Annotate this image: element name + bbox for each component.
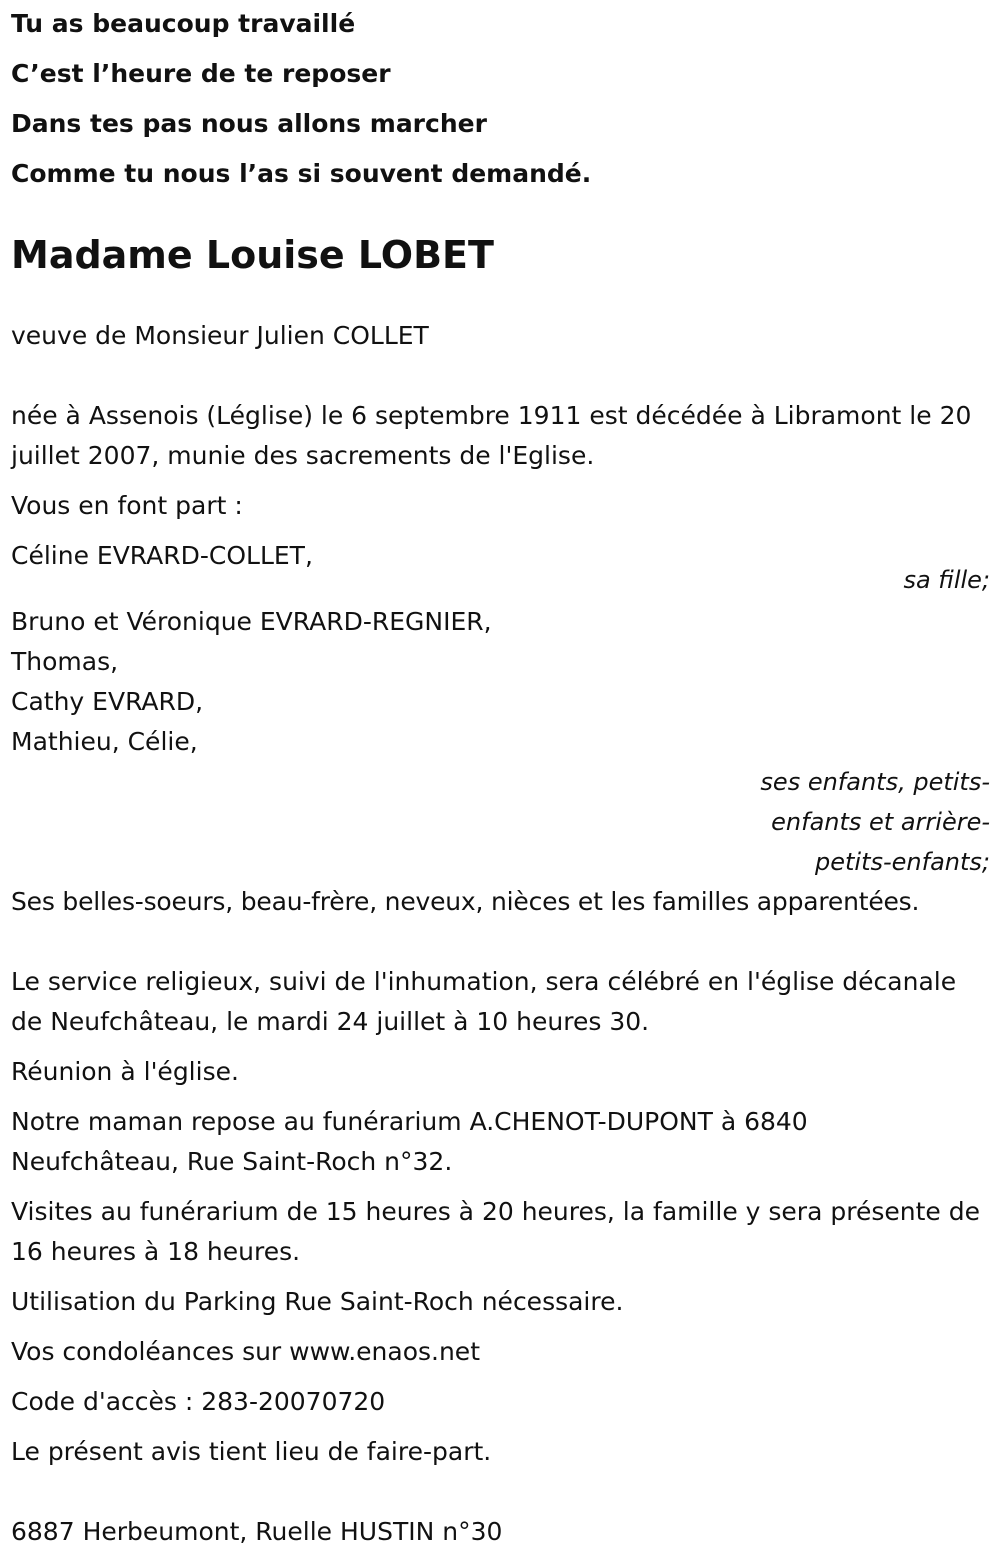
notice-text: Le présent avis tient lieu de faire-part.: [11, 1437, 492, 1466]
birth-death-text: née à Assenois (Léglise) le 6 septembre 1911 est décédée à Libramont le 20 juillet 2007, munie des sacrements de l'Eglise.: [11, 401, 972, 470]
address-text: 6887 Herbeumont, Ruelle HUSTIN n°30: [11, 1517, 503, 1546]
service-text: Le service religieux, suivi de l'inhumation, sera célébré en l'église décanale de Neufchâteau, le mardi 24 juillet à 10 heures 30.: [11, 967, 957, 1036]
descendant-line: Cathy EVRARD,: [11, 687, 204, 716]
poem-line: Dans tes pas nous allons marcher: [11, 109, 487, 138]
daughter-relation: sa fille;: [903, 566, 990, 594]
deceased-name: Madame Louise LOBET: [11, 233, 494, 277]
funeral-home-text: Notre maman repose au funérarium A.CHENOT-DUPONT à 6840 Neufchâteau, Rue Saint-Roch n°32.: [11, 1107, 808, 1176]
widow-of: veuve de Monsieur Julien COLLET: [11, 321, 429, 350]
access-code: Code d'accès : 283-20070720: [11, 1387, 386, 1416]
poem: [11, 0, 990, 199]
other-relatives: Ses belles-soeurs, beau-frère, neveux, nièces et les familles apparentées.: [11, 887, 920, 916]
parking-text: Utilisation du Parking Rue Saint-Roch nécessaire.: [11, 1287, 624, 1316]
daughter-names: Céline EVRARD-COLLET,: [11, 541, 313, 570]
descendant-line: Thomas,: [11, 647, 119, 676]
descendant-line: Mathieu, Célie,: [11, 727, 198, 756]
meeting-text: Réunion à l'église.: [11, 1057, 239, 1086]
poem-line: C’est l’heure de te reposer: [11, 59, 391, 88]
descendants-list: [11, 602, 990, 762]
poem-line: Comme tu nous l’as si souvent demandé.: [11, 159, 592, 188]
poem-line: Tu as beaucoup travaillé: [11, 9, 356, 38]
condolences-text: Vos condoléances sur www.enaos.net: [11, 1337, 480, 1366]
descendants-relation: ses enfants, petits-enfants et arrière-petits-enfants;: [760, 768, 990, 876]
announcers-intro: Vous en font part :: [11, 491, 243, 520]
visits-text: Visites au funérarium de 15 heures à 20 heures, la famille y sera présente de 16 heures à 18 heures.: [11, 1197, 980, 1266]
descendant-line: Bruno et Véronique EVRARD-REGNIER,: [11, 607, 492, 636]
